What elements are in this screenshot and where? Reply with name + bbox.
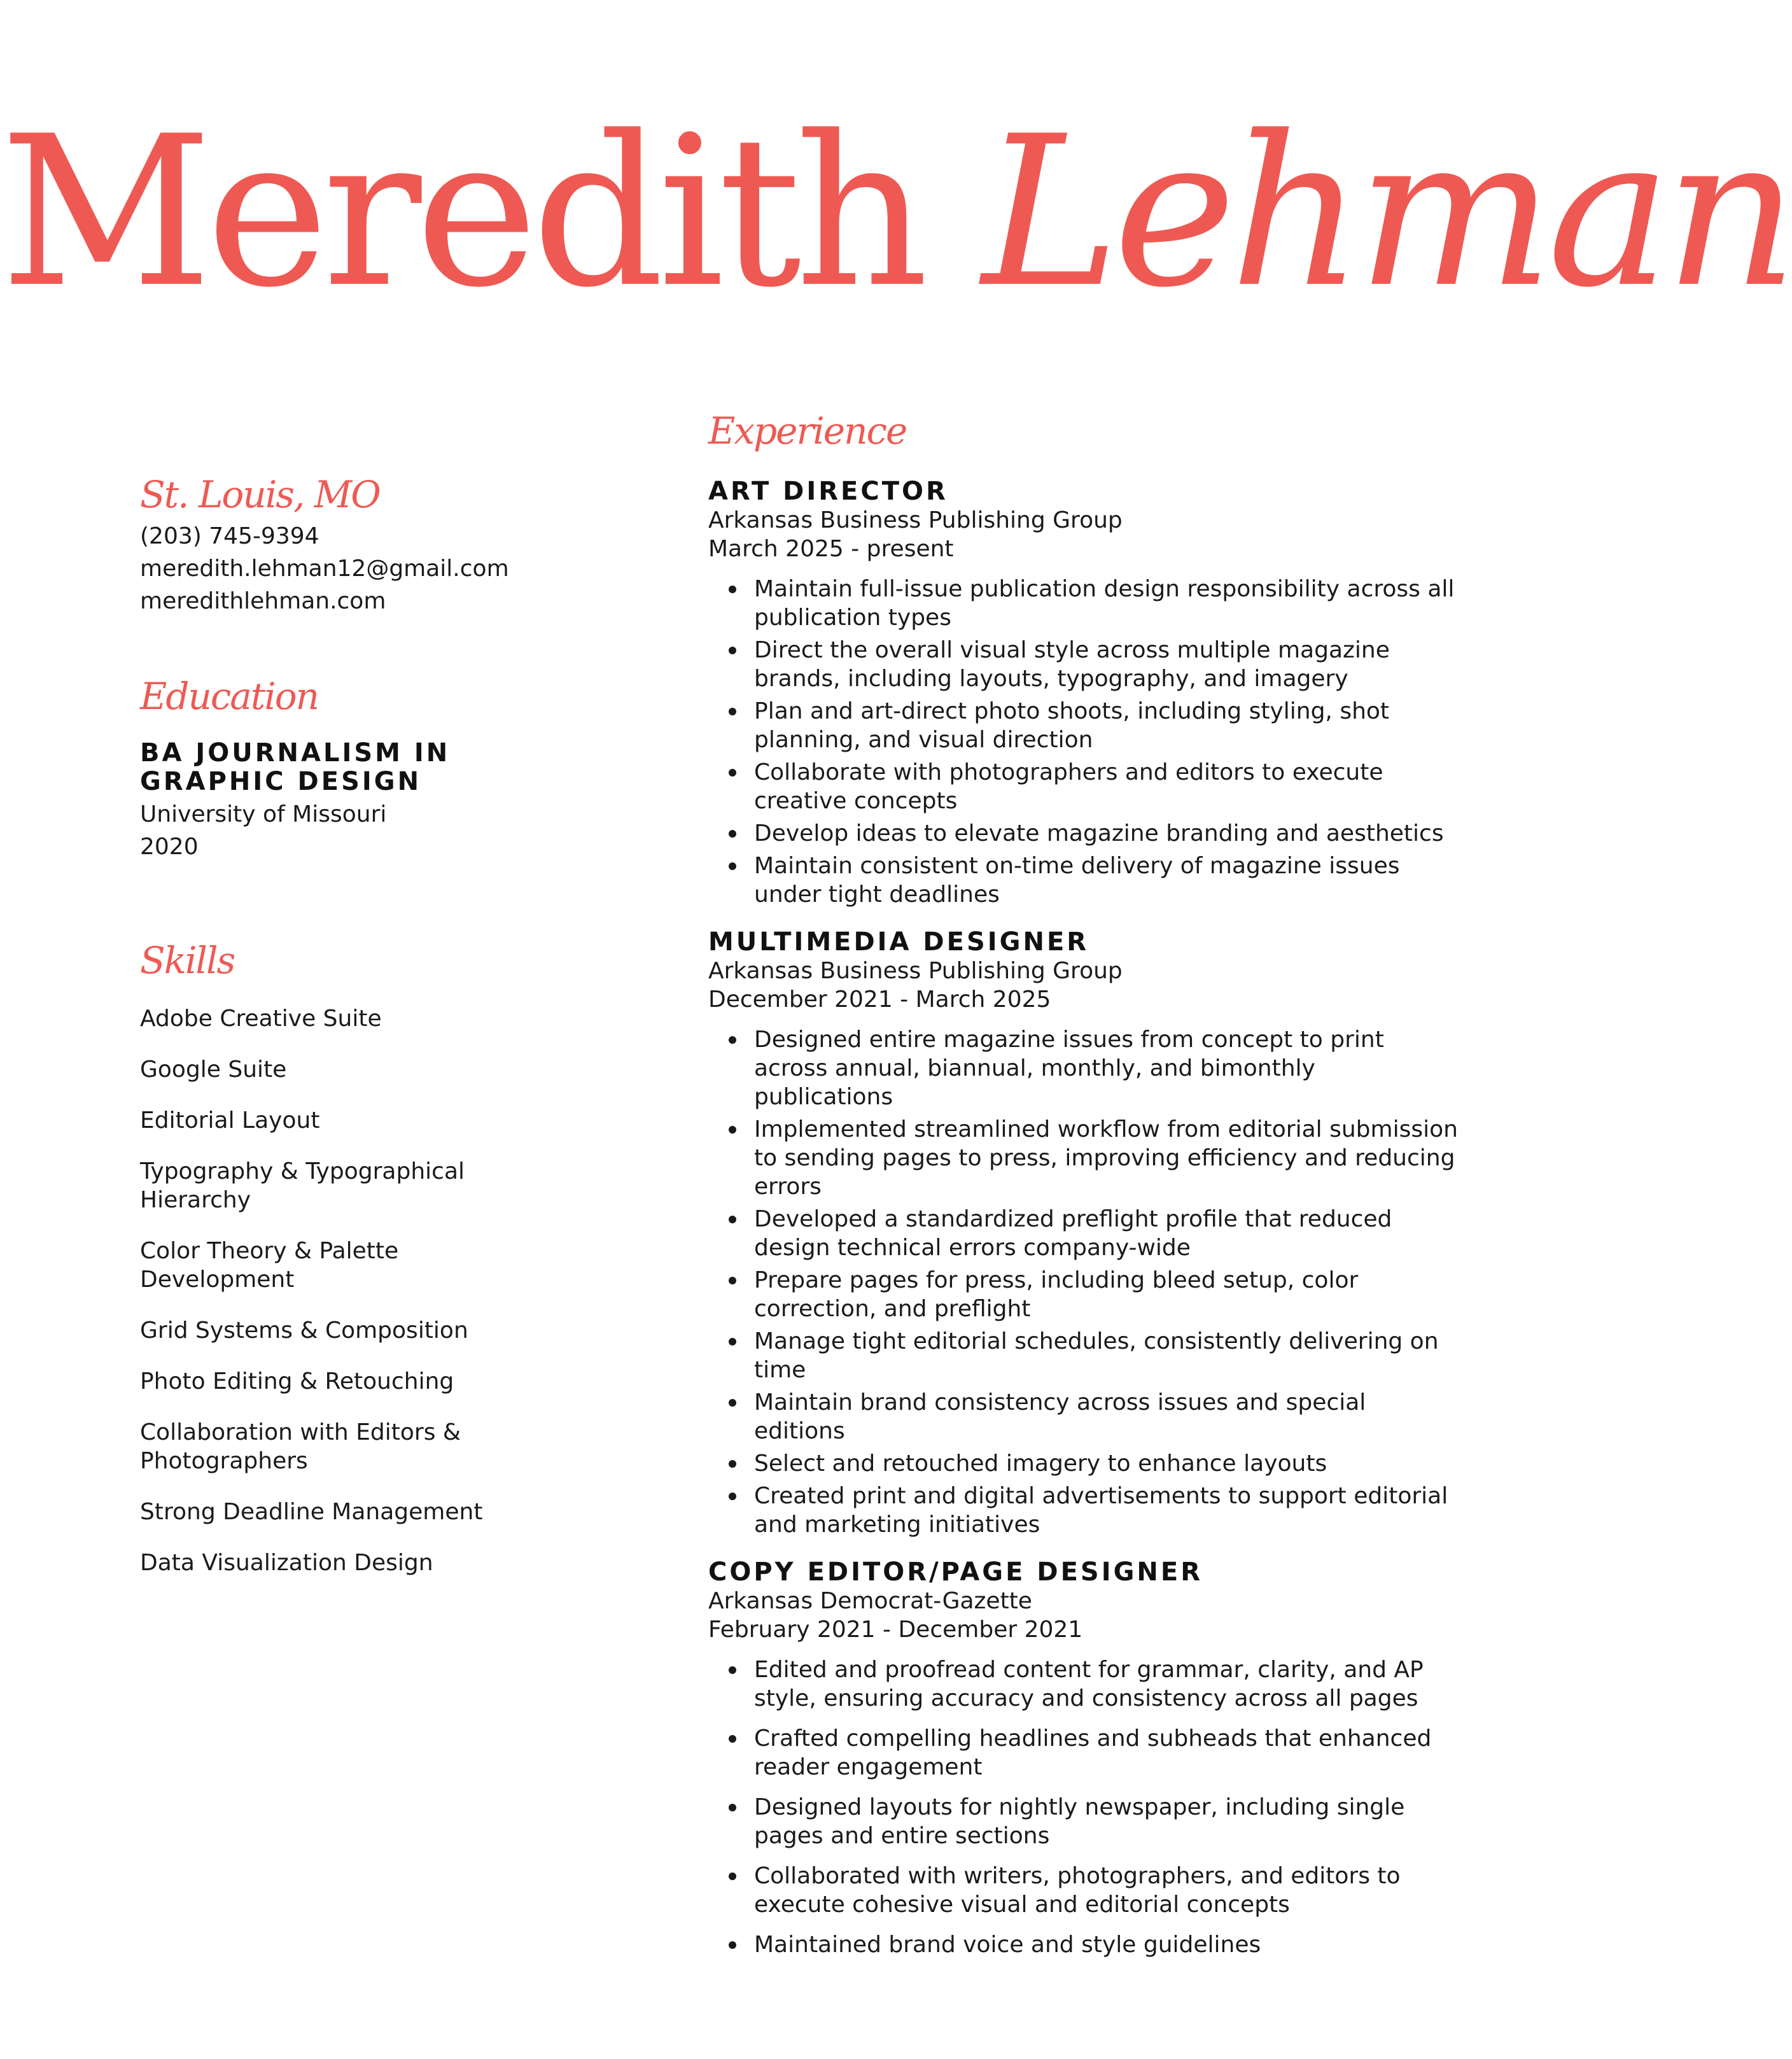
job-bullet: Created print and digital advertisements to support editorial and marketing initiatives	[754, 1482, 1460, 1539]
skill-item: Color Theory & Palette Development	[140, 1238, 399, 1293]
job-dates: December 2021 - March 2025	[708, 987, 1051, 1013]
bullet-dot-icon	[729, 830, 736, 838]
graduation-year: 2020	[140, 834, 199, 860]
job-bullet: Crafted compelling headlines and subheads that enhanced reader engagement	[754, 1724, 1460, 1781]
website: meredithlehman.com	[140, 588, 386, 614]
bullet-dot-icon	[729, 708, 736, 715]
first-name: Meredith	[0, 91, 923, 333]
job-bullet: Maintain brand consistency across issues and special editions	[754, 1388, 1460, 1445]
degree: BA JOURNALISM IN GRAPHIC DESIGN	[140, 738, 451, 796]
phone: (203) 745-9394	[140, 523, 319, 549]
bullet-dot-icon	[729, 1277, 736, 1284]
job-company: Arkansas Democrat-Gazette	[708, 1588, 1032, 1614]
skill-item: Adobe Creative Suite	[140, 1006, 382, 1032]
job-bullet: Maintained brand voice and style guidelines	[754, 1930, 1460, 1959]
skill-item: Editorial Layout	[140, 1107, 320, 1134]
skill-item: Grid Systems & Composition	[140, 1318, 468, 1344]
job-bullet: Maintain full-issue publication design responsibility across all publication types	[754, 575, 1460, 632]
job-bullet: Develop ideas to elevate magazine branding and aesthetics	[754, 819, 1460, 848]
job-entry	[708, 928, 1472, 1539]
education-heading: Education	[140, 675, 319, 718]
job-bullet: Designed entire magazine issues from concept to print across annual, biannual, monthly, and bimonthly publications	[754, 1025, 1460, 1111]
job-title: ART DIRECTOR	[708, 477, 948, 506]
resume-name	[0, 91, 1792, 333]
skill-item: Google Suite	[140, 1057, 287, 1083]
bullet-dot-icon	[729, 769, 736, 777]
experience-heading: Experience	[708, 409, 907, 453]
bullet-dot-icon	[729, 1941, 736, 1949]
skill-item: Collaboration with Editors & Photographers	[140, 1419, 461, 1474]
bullet-dot-icon	[729, 1216, 736, 1223]
job-bullets	[708, 575, 1460, 909]
job-bullet: Plan and art-direct photo shoots, including styling, shot planning, and visual direction	[754, 697, 1460, 754]
bullet-dot-icon	[729, 586, 736, 593]
bullet-dot-icon	[729, 1036, 736, 1044]
skills-heading: Skills	[140, 939, 235, 982]
bullet-dot-icon	[729, 647, 736, 654]
job-bullet: Collaborated with writers, photographers, and editors to execute cohesive visual and editorial concepts	[754, 1862, 1460, 1919]
job-dates: March 2025 - present	[708, 536, 954, 562]
email: meredith.lehman12@gmail.com	[140, 556, 509, 582]
job-company: Arkansas Business Publishing Group	[708, 507, 1123, 533]
job-bullets	[708, 1025, 1460, 1539]
job-title: COPY EDITOR/PAGE DESIGNER	[708, 1557, 1203, 1587]
job-bullet: Designed layouts for nightly newspaper, including single pages and entire sections	[754, 1793, 1460, 1850]
bullet-dot-icon	[729, 1338, 736, 1346]
job-bullet: Edited and proofread content for grammar, clarity, and AP style, ensuring accuracy and consistency across all pages	[754, 1655, 1460, 1713]
bullet-dot-icon	[729, 1493, 736, 1500]
job-title: MULTIMEDIA DESIGNER	[708, 927, 1089, 957]
bullet-dot-icon	[729, 1399, 736, 1407]
bullet-dot-icon	[729, 1126, 736, 1134]
bullet-dot-icon	[729, 1666, 736, 1674]
bullet-dot-icon	[729, 1735, 736, 1743]
job-bullets	[708, 1655, 1460, 1959]
job-dates: February 2021 - December 2021	[708, 1617, 1083, 1643]
school: University of Missouri	[140, 801, 387, 827]
job-bullet: Direct the overall visual style across multiple magazine brands, including layouts, typography, and imagery	[754, 636, 1460, 693]
last-name: Lehman	[982, 91, 1792, 333]
job-bullet: Collaborate with photographers and editors to execute creative concepts	[754, 758, 1460, 815]
bullet-dot-icon	[729, 862, 736, 870]
experience-section	[708, 409, 1472, 1978]
skill-item: Data Visualization Design	[140, 1550, 433, 1576]
skill-item: Strong Deadline Management	[140, 1499, 483, 1525]
job-bullet: Manage tight editorial schedules, consistently delivering on time	[754, 1327, 1460, 1384]
skills-section	[140, 939, 547, 1599]
job-bullet: Developed a standardized preflight profile that reduced design technical errors company-wide	[754, 1205, 1460, 1262]
bullet-dot-icon	[729, 1460, 736, 1468]
bullet-dot-icon	[729, 1873, 736, 1880]
job-entry	[708, 477, 1472, 909]
bullet-dot-icon	[729, 1804, 736, 1811]
job-bullet: Select and retouched imagery to enhance layouts	[754, 1449, 1460, 1478]
job-bullet: Maintain consistent on-time delivery of magazine issues under tight deadlines	[754, 852, 1460, 909]
job-bullet: Prepare pages for press, including bleed setup, color correction, and preflight	[754, 1266, 1460, 1323]
skill-item: Photo Editing & Retouching	[140, 1368, 454, 1395]
contact-section	[140, 473, 547, 619]
skill-item: Typography & Typographical Hierarchy	[140, 1158, 465, 1213]
job-company: Arkansas Business Publishing Group	[708, 958, 1123, 984]
education-section	[140, 675, 547, 865]
location: St. Louis, MO	[140, 473, 380, 516]
job-entry	[708, 1558, 1472, 1959]
job-bullet: Implemented streamlined workflow from editorial submission to sending pages to press, improving efficiency and reducing errors	[754, 1115, 1460, 1201]
